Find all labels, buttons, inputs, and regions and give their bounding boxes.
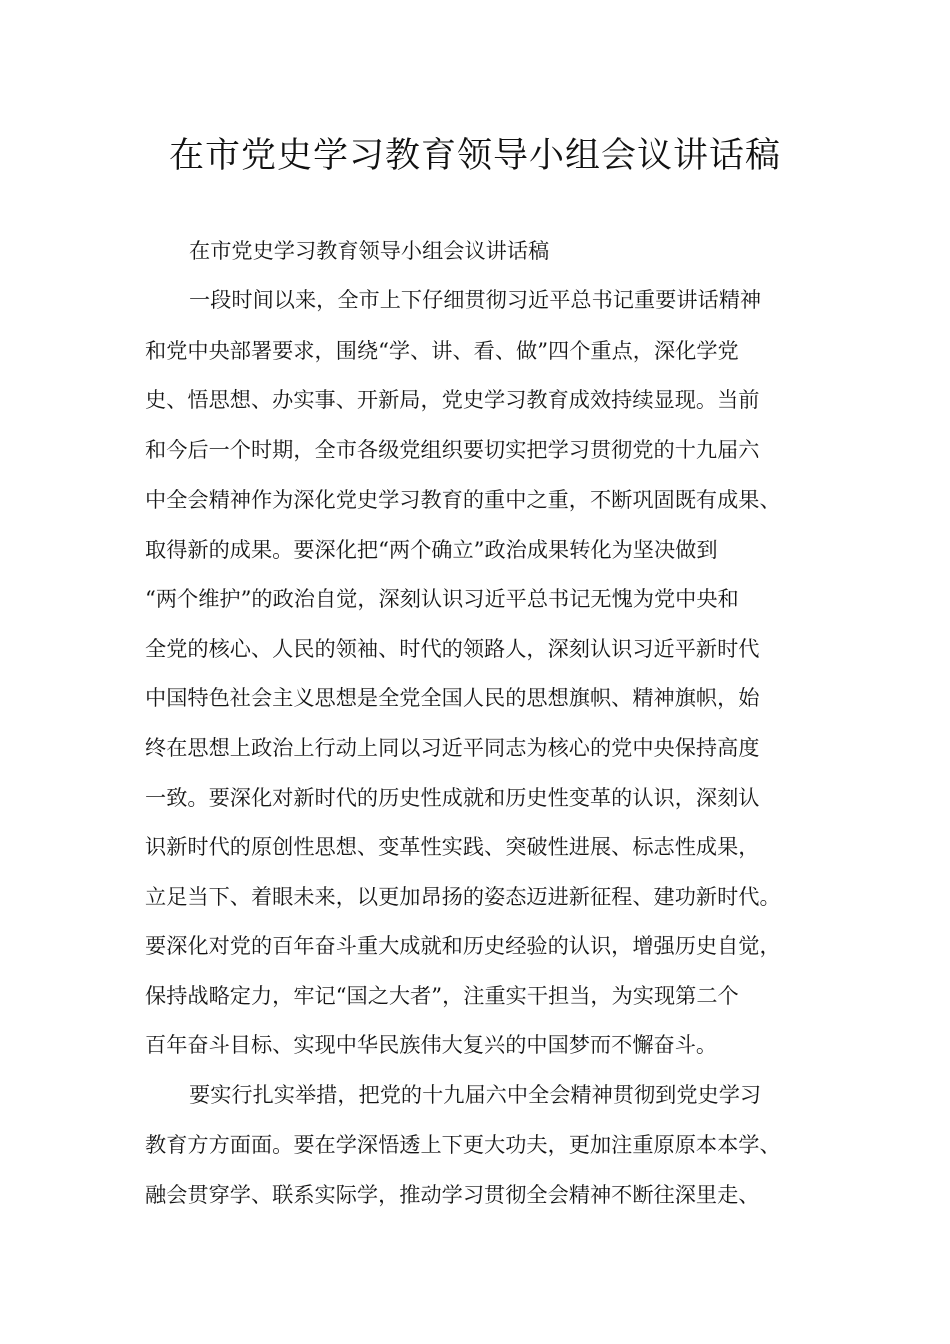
paragraph-line: 一致。要深化对新时代的历史性成就和历史性变革的认识，深刻认 bbox=[145, 785, 760, 810]
paragraph-line: 一段时间以来，全市上下仔细贯彻习近平总书记重要讲话精神 bbox=[189, 287, 762, 312]
document-subtitle: 在市党史学习教育领导小组会议讲话稿 bbox=[189, 238, 550, 263]
paragraph-line: 史、悟思想、办实事、开新局，党史学习教育成效持续显现。当前 bbox=[145, 387, 760, 412]
document-title: 在市党史学习教育领导小组会议讲话稿 bbox=[168, 136, 781, 176]
paragraph-line: “两个维护”的政治自觉，深刻认识习近平总书记无愧为党中央和 bbox=[145, 586, 739, 611]
paragraph-line: 要实行扎实举措，把党的十九届六中全会精神贯彻到党史学习 bbox=[189, 1082, 762, 1107]
paragraph-line: 终在思想上政治上行动上同以习近平同志为核心的党中央保持高度 bbox=[145, 735, 760, 760]
paragraph-line: 立足当下、着眼未来，以更加昂扬的姿态迈进新征程、建功新时代。 bbox=[145, 884, 781, 909]
paragraph-line: 中全会精神作为深化党史学习教育的重中之重，不断巩固既有成果、 bbox=[145, 487, 781, 512]
paragraph-line: 中国特色社会主义思想是全党全国人民的思想旗帜、精神旗帜，始 bbox=[145, 685, 760, 710]
paragraph-line: 识新时代的原创性思想、变革性实践、突破性进展、标志性成果， bbox=[145, 834, 760, 859]
paragraph-line: 要深化对党的百年奋斗重大成就和历史经验的认识，增强历史自觉， bbox=[145, 933, 781, 958]
paragraph-line: 融会贯穿学、联系实际学，推动学习贯彻全会精神不断往深里走、 bbox=[145, 1182, 760, 1207]
paragraph-line: 教育方方面面。要在学深悟透上下更大功夫，更加注重原原本本学、 bbox=[145, 1132, 781, 1157]
paragraph-line: 保持战略定力，牢记“国之大者”，注重实干担当，为实现第二个 bbox=[145, 983, 739, 1008]
paragraph-line: 和党中央部署要求，围绕“学、讲、看、做”四个重点，深化学党 bbox=[145, 338, 739, 363]
paragraph-line: 全党的核心、人民的领袖、时代的领路人，深刻认识习近平新时代 bbox=[145, 636, 760, 661]
paragraph-line: 百年奋斗目标、实现中华民族伟大复兴的中国梦而不懈奋斗。 bbox=[145, 1032, 718, 1057]
paragraph-line: 和今后一个时期，全市各级党组织要切实把学习贯彻党的十九届六 bbox=[145, 437, 760, 462]
paragraph-line: 取得新的成果。要深化把“两个确立”政治成果转化为坚决做到 bbox=[145, 537, 718, 562]
